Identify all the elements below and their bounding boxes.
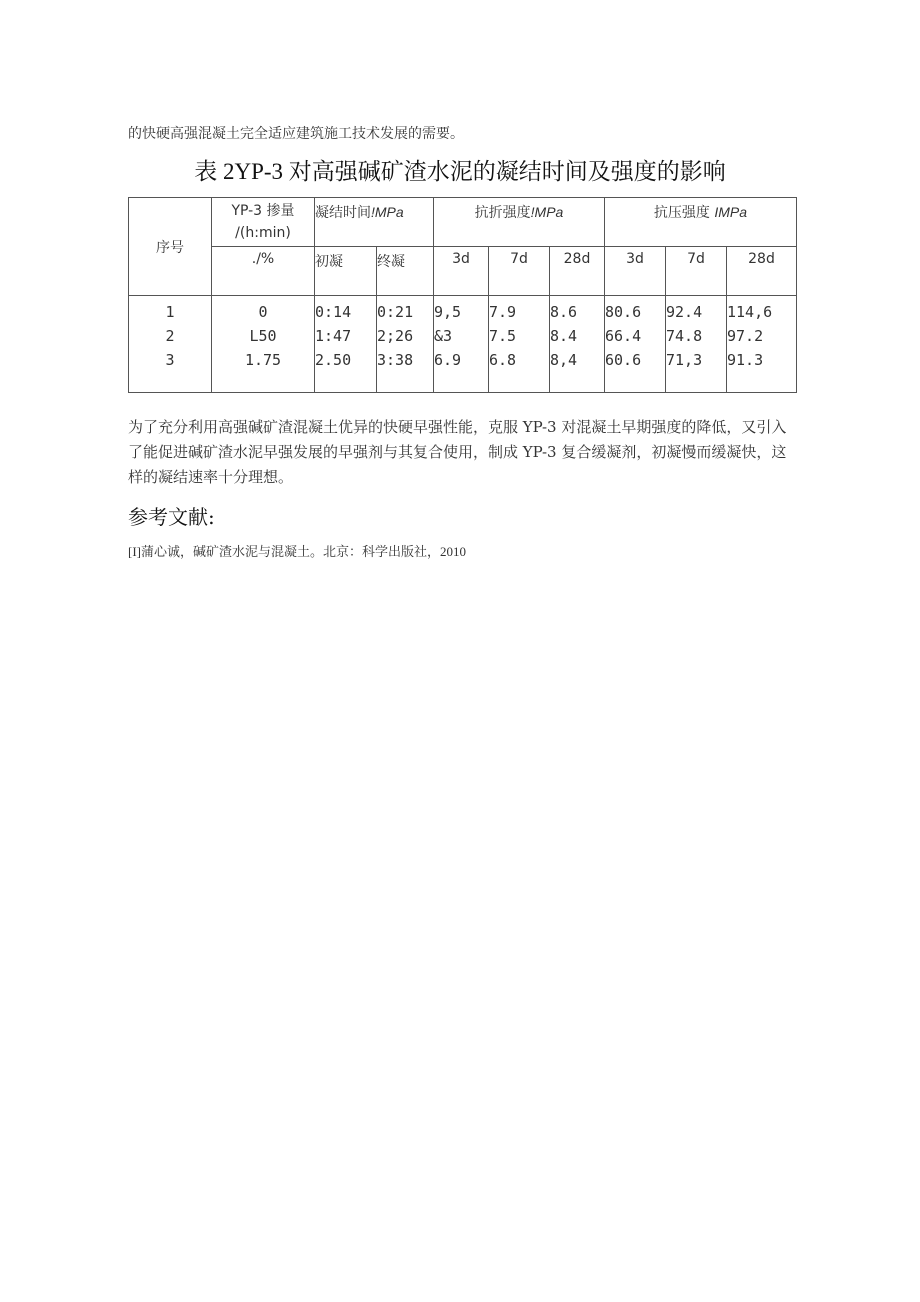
header-flexural-7d: 7d	[489, 247, 550, 296]
reference-item: [I]蒲心诚，碱矿渣水泥与混凝土。北京：科学出版社，2010	[128, 544, 466, 559]
header-dose-unit: ./%	[212, 247, 315, 296]
column-dose-values: 0 L50 1.75	[212, 296, 315, 393]
header-compressive-28d: 28d	[727, 247, 797, 296]
header-final-set: 终凝	[377, 247, 434, 296]
header-flexural-3d: 3d	[434, 247, 489, 296]
header-compressive	[605, 198, 797, 247]
header-flexural-unit: !MPa	[530, 204, 564, 220]
intro-line: 的快硬高强混凝土完全适应建筑施工技术发展的需要。	[128, 126, 464, 142]
column-flexural-28d-values: 8.6 8.4 8,4	[550, 296, 605, 393]
header-setting-label: 凝结时间	[315, 205, 371, 221]
body-paragraph: 为了充分利用高强碱矿渣混凝土优异的快硬早强性能，克服 YP-3 对混凝土早期强度的降低，又引入了能促进碱矿渣水泥早强发展的早强剂与其复合使用，制成 YP-3 复合缓凝剂，初凝慢而缓凝快，这样的凝结速率十分理想。	[128, 418, 787, 486]
header-setting-time	[315, 198, 434, 247]
references-heading: 参考文献:	[128, 505, 215, 529]
column-flexural-7d-values: 7.9 7.5 6.8	[489, 296, 550, 393]
column-compressive-28d-values: 114,6 97.2 91.3	[727, 296, 797, 393]
column-initial-set-values: 0:14 1:47 2.50	[315, 296, 377, 393]
header-flexural	[434, 198, 605, 247]
column-final-set-values: 0:21 2;26 3:38	[377, 296, 434, 393]
data-table	[128, 197, 797, 393]
column-compressive-3d-values: 80.6 66.4 60.6	[605, 296, 666, 393]
header-compressive-3d: 3d	[605, 247, 666, 296]
header-compressive-label: 抗压强度	[653, 205, 715, 221]
header-initial-set: 初凝	[315, 247, 377, 296]
header-flexural-label: 抗折强度	[474, 205, 531, 221]
column-index-values: 1 2 3	[129, 296, 212, 393]
header-index: 序号	[129, 198, 212, 296]
header-compressive-7d: 7d	[666, 247, 727, 296]
column-compressive-7d-values: 92.4 74.8 71,3	[666, 296, 727, 393]
header-setting-unit: !MPa	[371, 204, 404, 220]
header-dose: YP-3 掺量 /(h:min)	[212, 198, 315, 247]
column-flexural-3d-values: 9,5 &3 6.9	[434, 296, 489, 393]
header-flexural-28d: 28d	[550, 247, 605, 296]
header-compressive-unit: IMPa	[714, 204, 748, 220]
table-title: 表 2YP-3 对高强碱矿渣水泥的凝结时间及强度的影响	[194, 159, 726, 184]
